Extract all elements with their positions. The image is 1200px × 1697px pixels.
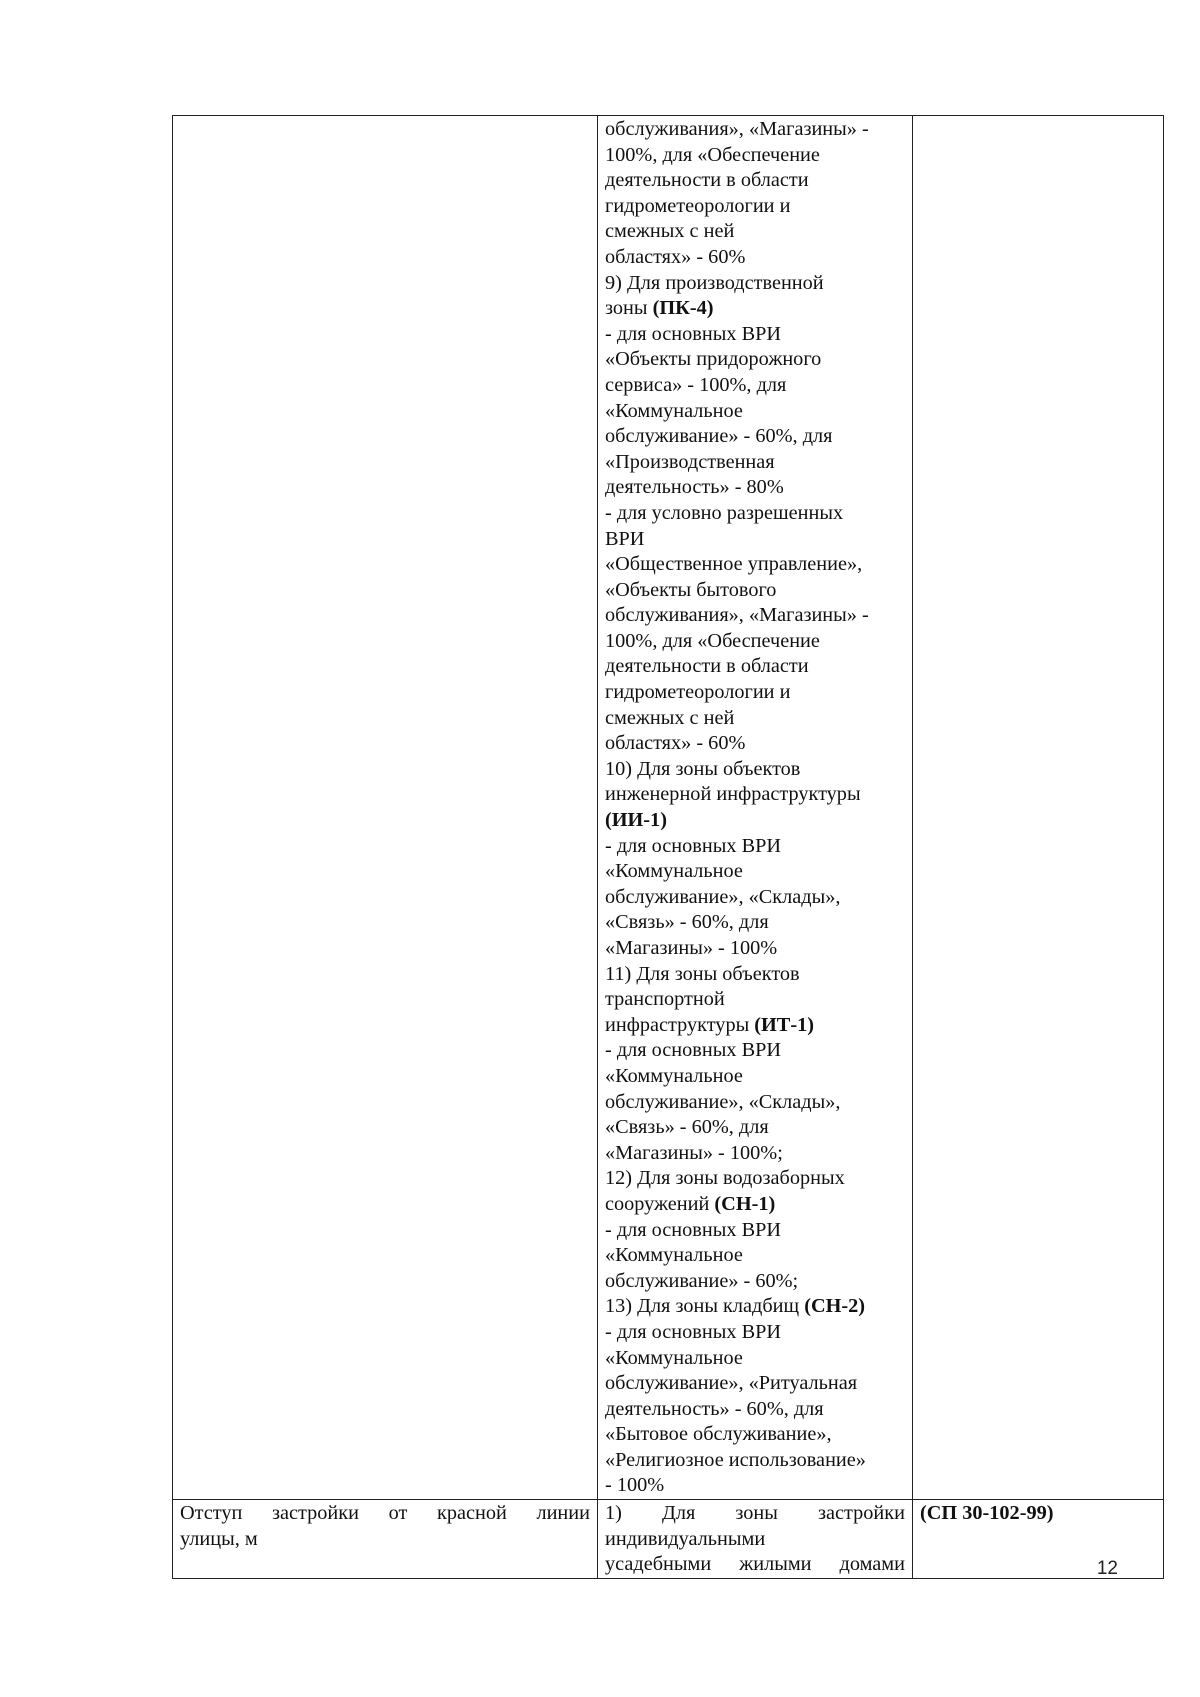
table-cell-values [598, 116, 913, 1500]
value-line: - для основных ВРИ [605, 1320, 782, 1343]
value-line: деятельность» - 60%, для [605, 1397, 824, 1420]
value-line: - для основных ВРИ [605, 1218, 782, 1241]
value-line: 9) Для производственной [605, 271, 824, 294]
value-line: областях» - 60% [605, 245, 746, 268]
value-line: гидрометеорологии и [605, 681, 791, 704]
value-line: - для условно разрешенных [605, 501, 844, 524]
value-line [605, 808, 905, 834]
value-line: - для основных ВРИ [605, 834, 782, 857]
value-line: 10) Для зоны объектов [605, 757, 801, 780]
value-line: «Производственная [605, 450, 775, 473]
value-line: «Бытовое обслуживание», [605, 1423, 832, 1446]
value-line: «Общественное управление», [605, 553, 863, 576]
value-line: «Магазины» - 100%; [605, 1141, 783, 1164]
value-line: 12) Для зоны водозаборных [605, 1167, 845, 1190]
value-line: - для основных ВРИ [605, 322, 782, 345]
value-line: обслуживание» - 60%; [605, 1269, 799, 1292]
zone-code: (СН-2) [804, 1295, 866, 1318]
value-line: «Связь» - 60%, для [605, 911, 769, 934]
zone-code: (ИИ-1) [605, 809, 667, 832]
value-line: «Коммунальное [605, 399, 743, 422]
zone-code: (ИТ-1) [754, 1013, 814, 1036]
table-row [173, 116, 1164, 1500]
value-line: «Магазины» - 100% [605, 937, 778, 959]
value-line: деятельности в области [605, 655, 809, 678]
table-cell-values [598, 1500, 913, 1579]
value-line: «Объекты бытового [605, 578, 777, 601]
value-line: обслуживания», «Магазины» - [605, 604, 869, 627]
value-text: инфраструктуры [605, 1013, 755, 1036]
value-line: 100%, для «Обеспечение [605, 629, 820, 652]
value-line: «Связь» - 60%, для [605, 1116, 769, 1139]
value-text: сооружений [605, 1192, 715, 1215]
value-line: гидрометеорологии и [605, 194, 791, 217]
value-line: «Коммунальное [605, 1244, 743, 1267]
value-line: «Коммунальное [605, 860, 743, 883]
table-cell-parameter [173, 116, 598, 1500]
parameter-label-line: Отступ застройки от красной линии [180, 1502, 590, 1525]
value-line [605, 296, 905, 322]
value-text: 13) Для зоны кладбищ [605, 1295, 805, 1318]
value-line: усадебными жилыми домами [605, 1553, 905, 1576]
value-line: обслуживание» - 60%, для [605, 425, 833, 448]
value-line: деятельность» - 80% [605, 476, 784, 499]
value-line: смежных с ней [605, 220, 735, 243]
value-text: зоны [605, 297, 653, 320]
value-line: «Коммунальное [605, 1346, 743, 1369]
value-line: обслуживание», «Склады», [605, 1090, 841, 1113]
zone-code: (ПК-4) [652, 297, 714, 320]
page-number: 12 [1096, 1558, 1118, 1579]
value-line: инженерной инфраструктуры [605, 783, 861, 806]
regulations-table [172, 115, 1164, 1579]
value-line: 1) Для зоны застройки [605, 1502, 905, 1525]
value-line [605, 1013, 905, 1039]
value-line [605, 1192, 905, 1218]
value-line: обслуживание», «Ритуальная [605, 1372, 858, 1395]
table-cell-parameter [173, 1500, 598, 1579]
value-line: индивидуальными [605, 1527, 766, 1550]
table-cell-reference [913, 116, 1164, 1500]
value-line: «Религиозное использование» [605, 1448, 866, 1471]
value-line: 11) Для зоны объектов [605, 962, 800, 985]
value-line: смежных с ней [605, 706, 735, 729]
table-row [173, 1500, 1164, 1579]
value-line: областях» - 60% [605, 732, 746, 755]
value-line: транспортной [605, 988, 725, 1011]
value-line: - 100% [605, 1474, 665, 1497]
value-line [605, 1294, 905, 1320]
parameter-label-line: улицы, м [180, 1527, 258, 1550]
zone-code: (СН-1) [714, 1192, 776, 1215]
table-cell-reference [913, 1500, 1164, 1579]
value-line: 100%, для «Обеспечение [605, 143, 820, 166]
value-line: ВРИ [605, 527, 645, 550]
reference-text: (СП 30-102-99) [920, 1502, 1054, 1525]
value-line: обслуживание», «Склады», [605, 885, 841, 908]
value-line: - для основных ВРИ [605, 1039, 782, 1062]
value-line: обслуживания», «Магазины» - [605, 118, 869, 140]
value-line: «Объекты придорожного [605, 348, 822, 371]
value-line: «Коммунальное [605, 1064, 743, 1087]
value-line: сервиса» - 100%, для [605, 373, 787, 396]
value-line: деятельности в области [605, 169, 809, 192]
